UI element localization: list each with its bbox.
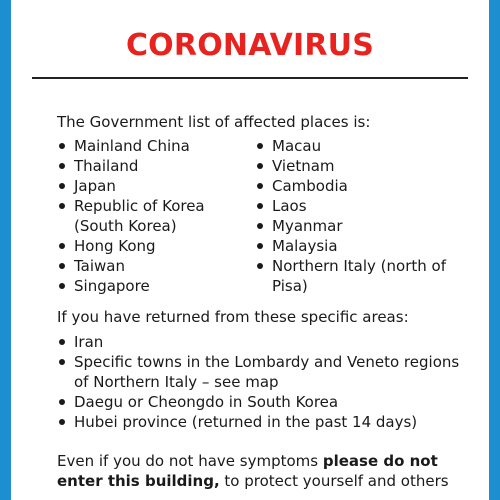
warning-text (57, 451, 472, 491)
list-item: Japan (57, 176, 255, 196)
warning-text-part1: Even if you do not have symptoms (57, 452, 323, 470)
list-item: Singapore (57, 276, 255, 296)
specific-areas-list (57, 332, 472, 432)
notice-body (57, 112, 472, 491)
warning-text-bold: please do not enter this building, (57, 452, 438, 490)
list-item: Thailand (57, 156, 255, 176)
list-item: Northern Italy (north of Pisa) (255, 256, 455, 296)
affected-places-list-left (57, 136, 255, 296)
list-item: Taiwan (57, 256, 255, 276)
title-divider (32, 77, 468, 79)
list-item: Hong Kong (57, 236, 255, 256)
list-item: Hubei province (returned in the past 14 days) (57, 412, 472, 432)
list-item: Cambodia (255, 176, 455, 196)
list-item: Republic of Korea (South Korea) (57, 196, 255, 236)
right-frame-border (489, 0, 500, 500)
list-item: Laos (255, 196, 455, 216)
affected-places-list-right (255, 136, 455, 296)
left-frame-border (0, 0, 11, 500)
affected-places-intro: The Government list of affected places is: (57, 113, 371, 131)
list-item: Vietnam (255, 156, 455, 176)
specific-areas-intro: If you have returned from these specific areas: (57, 308, 409, 326)
list-item: Mainland China (57, 136, 255, 156)
notice-title: CORONAVIRUS (125, 28, 375, 63)
list-item: Daegu or Cheongdo in South Korea (57, 392, 472, 412)
list-item: Iran (57, 332, 472, 352)
affected-places-columns (57, 136, 472, 296)
list-item: Specific towns in the Lombardy and Veneto regions of Northern Italy – see map (57, 352, 472, 392)
list-item: Myanmar (255, 216, 455, 236)
list-item: Malaysia (255, 236, 455, 256)
warning-text-part2: to protect yourself and others (219, 472, 449, 490)
list-item: Macau (255, 136, 455, 156)
